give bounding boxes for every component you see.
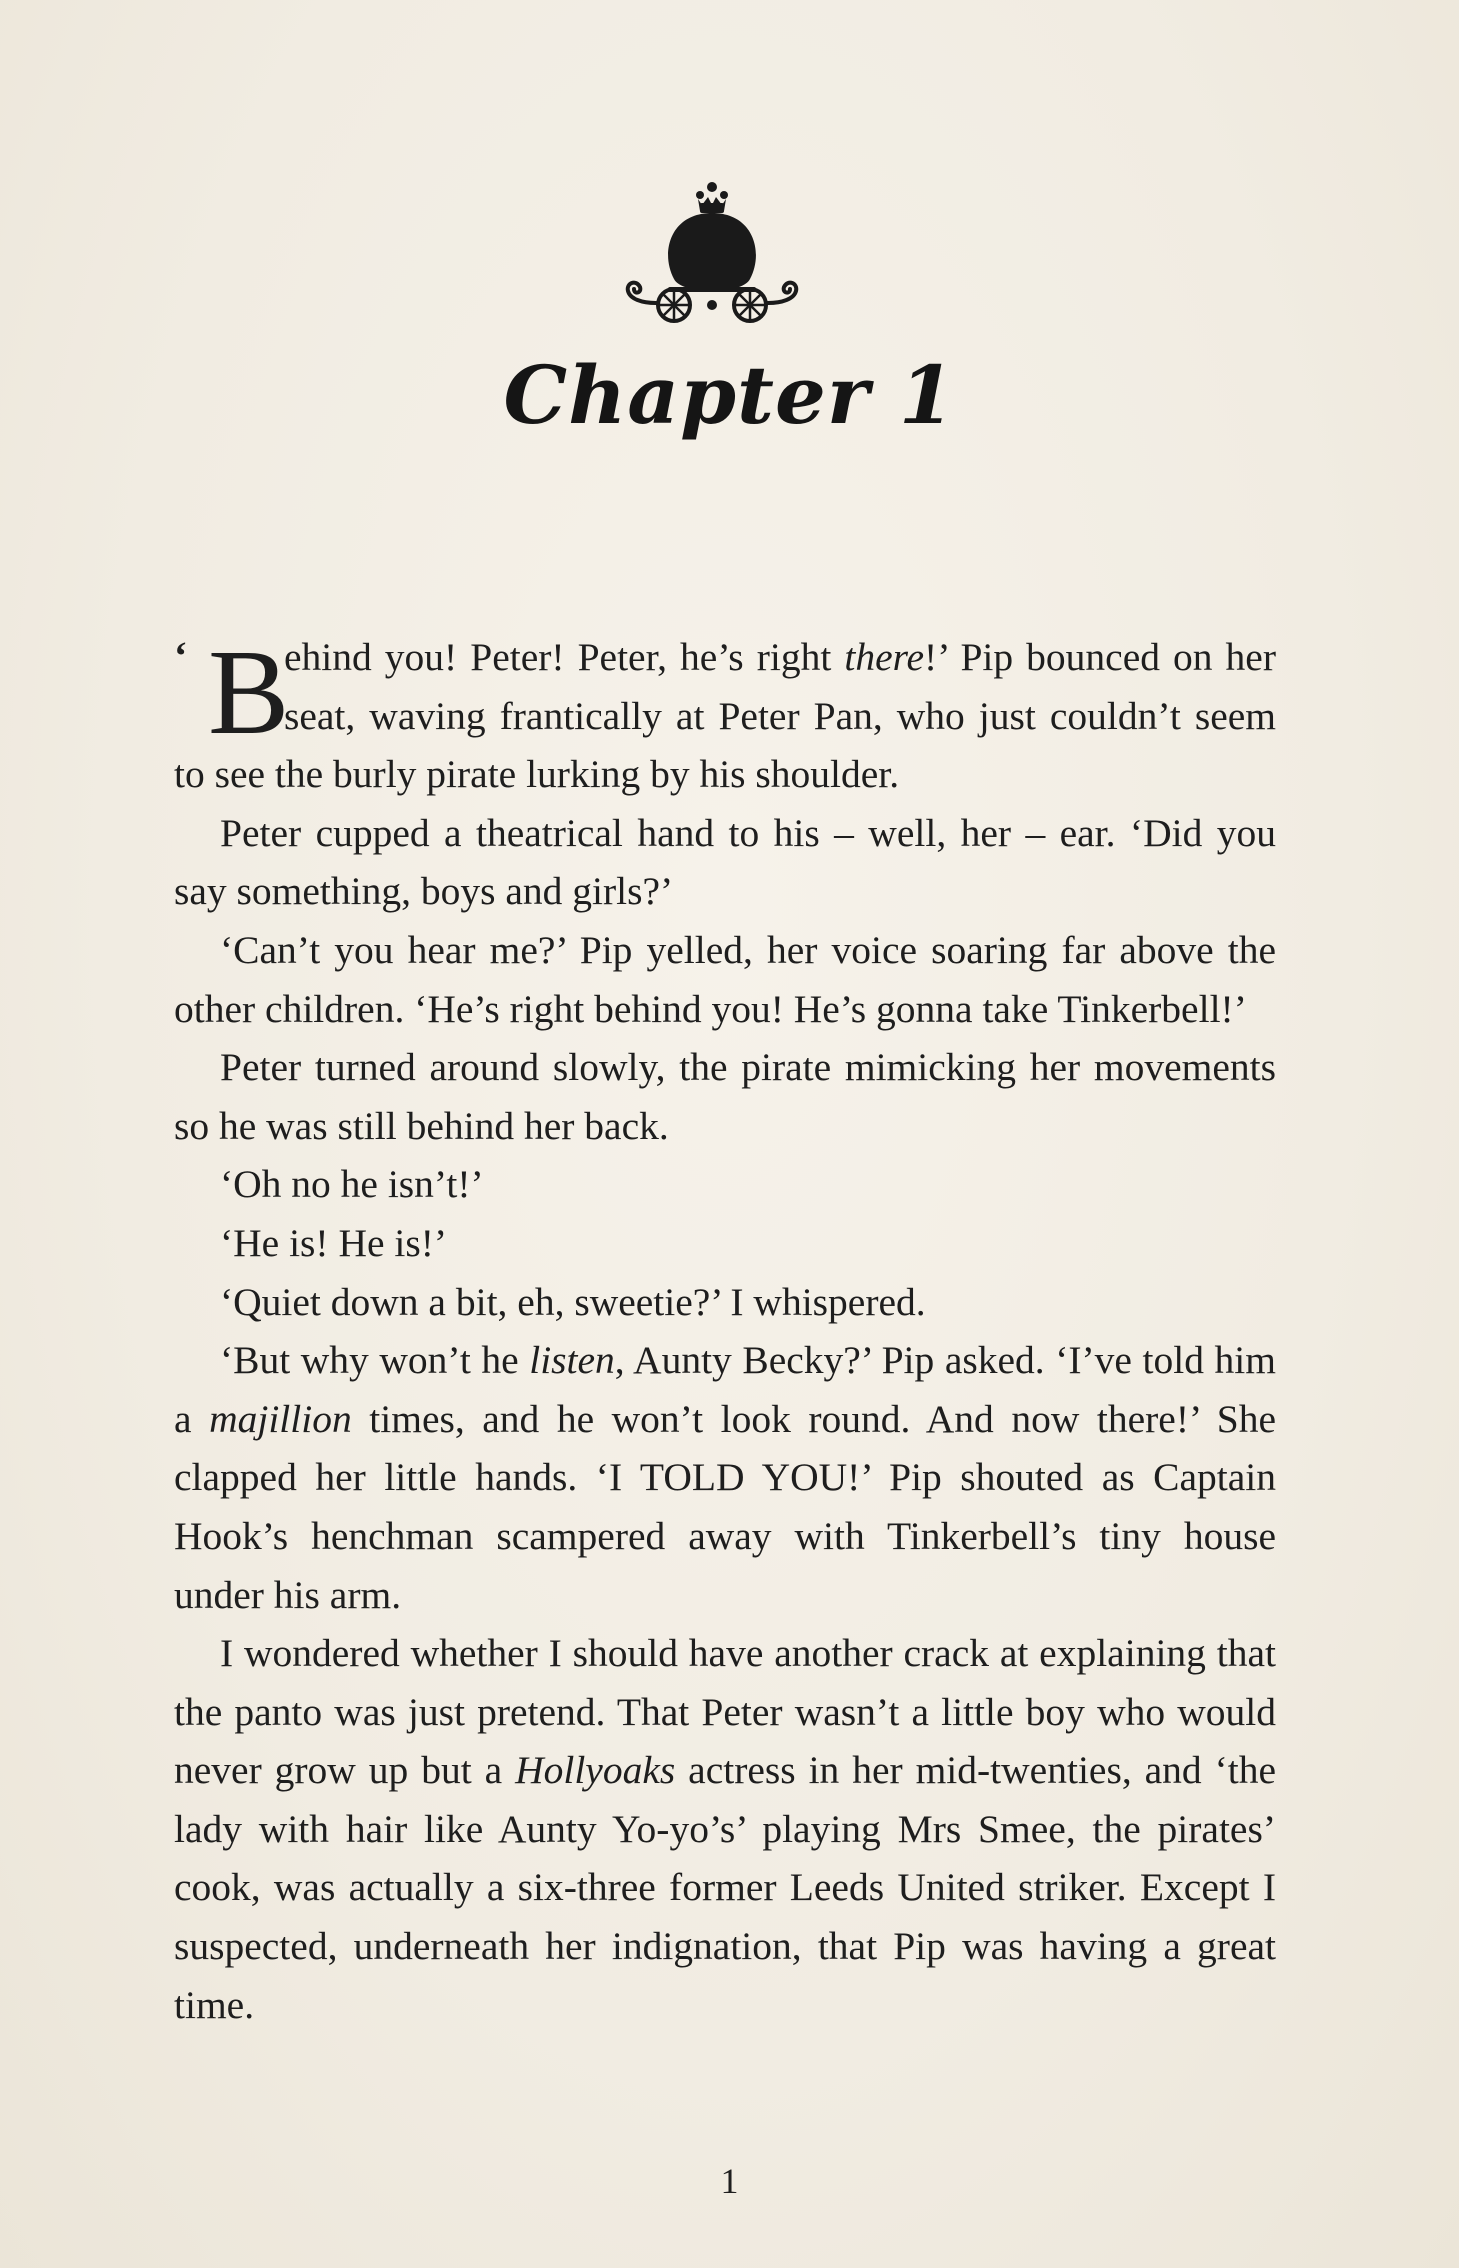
drop-cap-quote: ‘ — [174, 633, 188, 678]
paragraph-9-text-b: actress in her mid-twenties, and ‘the lady with hair like Aunty Yo-yo’s’ playing Mrs Smee, the pirates’ cook, was actually a six-three former Leeds United striker. Except I suspected, underneath her indignation, that Pip was having a great time. — [174, 1748, 1276, 2027]
chapter-text — [174, 625, 1276, 2034]
paragraph-6: ‘He is! He is!’ — [220, 1220, 448, 1265]
chapter-title: Chapter 1 — [503, 348, 956, 442]
page-number: 1 — [720, 2161, 739, 2201]
paragraph-1 — [174, 625, 1276, 804]
paragraph-7: ‘Quiet down a bit, eh, sweetie?’ I whispered. — [220, 1279, 926, 1324]
drop-cap-letter: B — [208, 625, 290, 760]
paragraph-8 — [174, 1331, 1276, 1624]
paragraph-9-text-a: I wondered whether I should have another crack at explaining that the panto was just pretend. That Peter wasn’t a little boy who would never grow up but a — [174, 1631, 1276, 1793]
drop-cap — [174, 625, 290, 760]
paragraph-3: ‘Can’t you hear me?’ Pip yelled, her voice soaring far above the other children. ‘He’s right behind you! He’s gonna take Tinkerbell!’ — [174, 927, 1276, 1031]
paragraph-9 — [174, 1624, 1276, 2034]
paragraph-4: Peter turned around slowly, the pirate mimicking her movements so he was still behind her back. — [174, 1045, 1276, 1148]
paragraph-8-text-b: , Aunty Becky?’ Pip asked. ‘I’ve told him a — [174, 1338, 1276, 1441]
paragraph-1-text-b: !’ Pip bounced on her seat, waving frantically at Peter Pan, who just couldn’t seem to see the burly pirate lurking by his shoulder. — [174, 635, 1276, 797]
paragraph-8-text-a: ‘But why won’t he — [220, 1338, 530, 1383]
paragraph-8-text-c: times, and he won’t look round. And now there!’ She clapped her little hands. ‘I TOLD YOU!’ Pip shouted as Captain Hook’s henchman scampered away with Tinkerbell’s tiny house under his arm. — [174, 1396, 1276, 1617]
paragraph-2: Peter cupped a theatrical hand to his – well, her – ear. ‘Did you say something, boys and girls?’ — [174, 810, 1276, 914]
paragraph-8-emphasis-1: listen — [529, 1338, 615, 1383]
paragraph-9-emphasis: Hollyoaks — [515, 1748, 676, 1793]
paragraph-8-emphasis-2: majillion — [209, 1396, 352, 1441]
paragraph-1-text-a: ehind you! Peter! Peter, he’s right — [284, 635, 845, 679]
carriage-crown-icon — [612, 175, 812, 340]
paragraph-1-emphasis: there — [844, 635, 925, 679]
paragraph-5: ‘Oh no he isn’t!’ — [220, 1162, 484, 1207]
